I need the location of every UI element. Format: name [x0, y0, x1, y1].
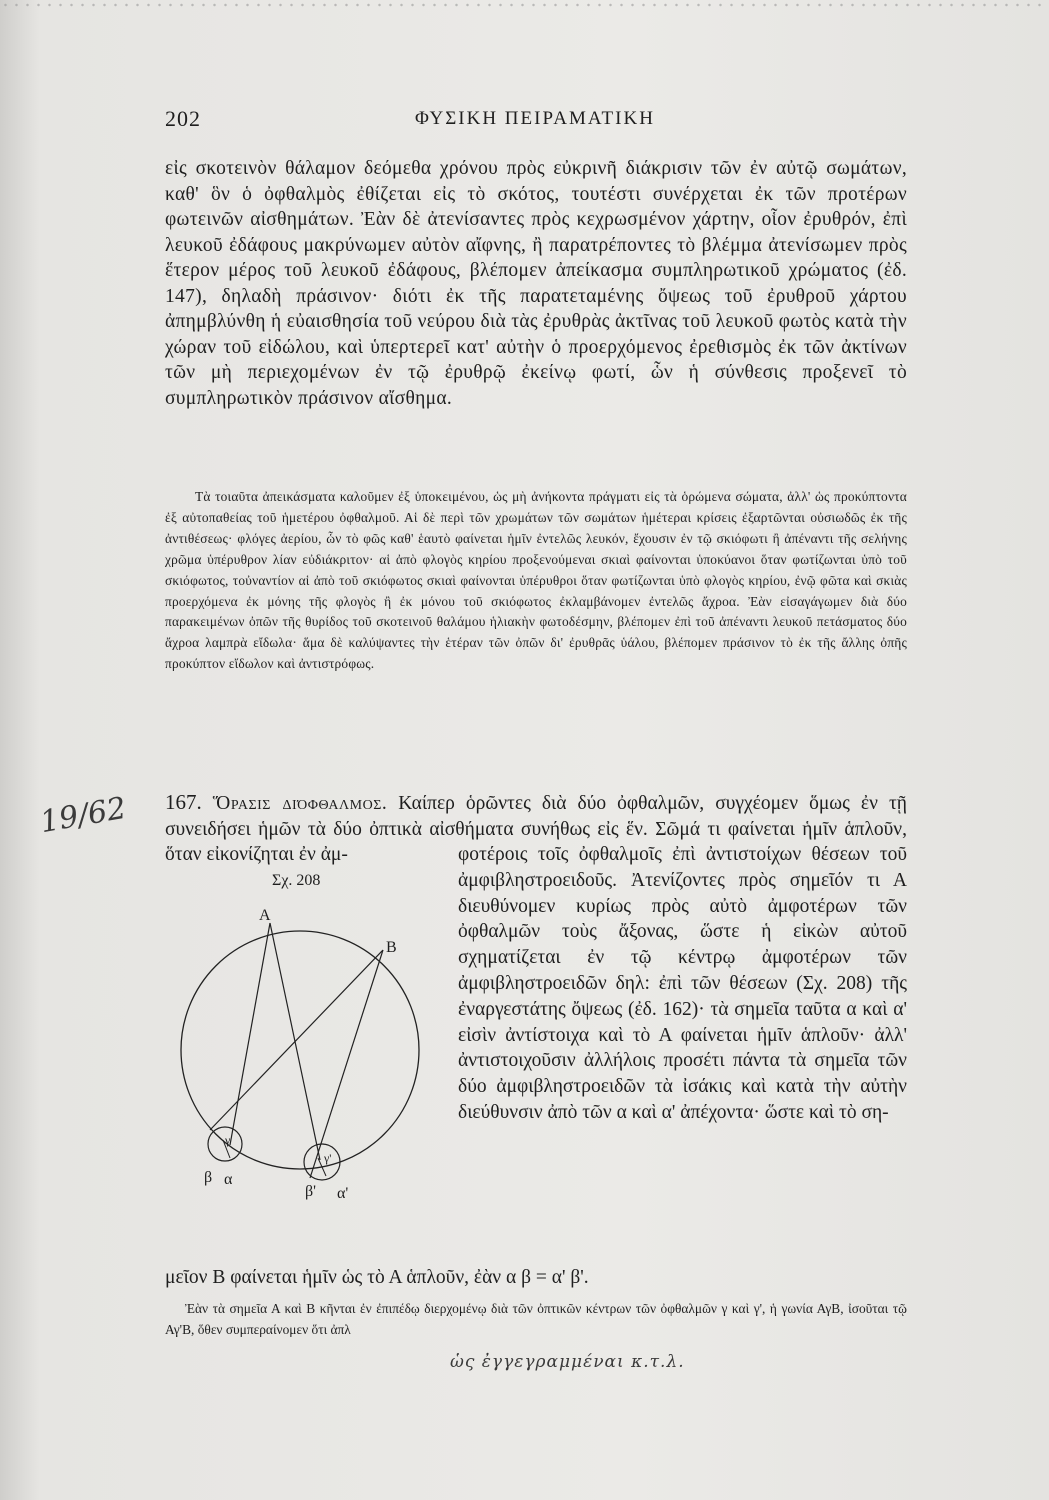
ray-B-left-eye	[210, 950, 383, 1130]
label-alpha: α	[224, 1171, 233, 1188]
page-header	[165, 106, 905, 136]
right-column-text: φοτέροις τοῖς ὀφθαλμοῖς ἐπὶ ἀντιστοίχων θέσεων τοῦ ἀμφιβληστροειδοῦς. Ἀτενίζοντες πρὸς σημεῖόν τι Α διευθύνομεν κυρίως πρὸς αὐτὸ ἀμφοτέρων τῶν ὀφθαλμῶν τοὺς ἄξονας, ὥστε ἡ εἰκὼν αὐτοῦ σχηματίζεται ἐν τῷ κέντρῳ ἀμφοτέρων τῶν ἀμφιβληστροειδῶν δηλ: ἐπὶ τῶν θέσεων (Σχ. 208) τῆς ἐναργεστάτης ὄψεως (ἐδ. 162)· τὰ σημεῖα ταῦτα α καὶ α' εἰσὶν ἀντίστοιχα καὶ τὸ Α φαίνεται ἡμῖν ἁπλοῦν· ἀλλ' ἀντιστοιχοῦσιν ἀλλήλοις προσέτι πάντα τὰ σημεῖα τῶν δύο ἀμφιβληστροειδῶν τὰ ἰσάκις καὶ κατὰ τὴν αὐτὴν διεύθυνσιν ἀπὸ τῶν α καὶ α' ἀπέχοντα· ὥστε καὶ τὸ ση-	[458, 844, 907, 1123]
figure-208-diagram	[170, 890, 450, 1220]
visual-field-circle	[181, 931, 419, 1169]
handwritten-note-margin: 19/62	[37, 790, 129, 841]
figure-caption: Σχ. 208	[272, 872, 321, 889]
right-eye-circle	[304, 1144, 340, 1180]
closing-line: μεῖον Β φαίνεται ἡμῖν ὡς τὸ Α ἁπλοῦν, ἐὰν α β = α' β'.	[165, 1267, 589, 1288]
running-title: ΦΥΣΙΚΗ ΠΕΙΡΑΜΑΤΙΚΗ	[415, 108, 655, 129]
section-number: 167.	[165, 790, 202, 814]
footnote: Ἐὰν τὰ σημεῖα Α καὶ Β κῆνται ἐν ἐπιπέδῳ διερχομένῳ διὰ τῶν ὀπτικῶν κέντρων τῶν ὀφθαλμῶν γ καὶ γ', ἡ γωνία ΑγΒ, ἰσοῦται τῷ Αγ'Β, ὅθεν συμπεραίνομεν ὅτι ἀπλ	[165, 1301, 907, 1337]
label-gamma-prime: γ'	[324, 1151, 332, 1165]
label-alpha-prime: α'	[337, 1185, 349, 1202]
page-number: 202	[165, 106, 201, 131]
ray-A-left-eye	[230, 923, 270, 1145]
top-edge-perforation	[0, 0, 1049, 10]
label-beta-prime: β'	[305, 1183, 317, 1200]
label-gamma: γ	[225, 1133, 231, 1147]
section-text: Καίπερ ὁρῶντες διὰ δύο ὀφθαλμῶν, συγχέομεν ὅμως ἐν τῇ συνειδήσει ἡμῶν τὰ δύο ὀπτικὰ αἰσθήματα συνήθως εἰς ἕν. Σῶμά τι φαίνεται ἡμῖν ἁπλοῦν, ὅταν εἰκονίζηται ἐν ἀμ-	[165, 793, 907, 865]
section-label: Ὅρασις διόφθαλμος.	[212, 793, 388, 814]
label-A: A	[259, 907, 271, 924]
label-B: B	[386, 939, 397, 956]
handwritten-note-bottom: ὡς ἐγγεγραμμέναι κ.τ.λ.	[450, 1352, 685, 1372]
paragraph-afterimages: εἰς σκοτεινὸν θάλαμον δεόμεθα χρόνου πρὸς εὐκρινῆ διάκρισιν τῶν ἐν αὐτῷ σωμάτων, καθ' ὃν ὁ ὀφθαλμὸς ἐθίζεται εἰς τὸ σκότος, τουτέστι συνέρχεται ἐκ τῶν προτέρων φωτεινῶν αἰσθημάτων. Ἐὰν δὲ ἀτενίσαντες πρὸς κεχρωσμένον χάρτην, οἷον ἐρυθρόν, ἐπὶ λευκοῦ ἐδάφους μακρύνωμεν αὐτὸν αἴφνης, ἢ παρατρέποντες τὸ βλέμμα ἀτενίσωμεν πρὸς ἕτερον μέρος τοῦ λευκοῦ ἐδάφους, βλέπομεν ἀπείκασμα συμπληρωτικοῦ χρώματος (ἐδ. 147), δηλαδὴ πράσινον· διότι ἐκ τῆς παρατεταμένης ὄψεως τοῦ ἐρυθροῦ χάρτου ἀπημβλύνθη ἡ εὐαισθησία τοῦ νεύρου διὰ τὰς ἐρυθρὰς ἀκτῖνας τοῦ λευκοῦ φωτὸς κατὰ τὴν χώραν τοῦ εἰδώλου, καὶ ὑπερτερεῖ κατ' αὐτὴν ὁ προερχόμενος ἐρεθισμὸς ἐκ τῶν ἀκτίνων τῶν μὴ περιεχομένων ἐν τῷ ἐρυθρῷ ἐκείνῳ φωτί, ὧν ἡ σύνθεσις προξενεῖ τὸ συμπληρωτικὸν πράσινον αἴσθημα.	[165, 158, 907, 409]
small-print-paragraph: Τὰ τοιαῦτα ἀπεικάσματα καλοῦμεν ἐξ ὑποκειμένου, ὡς μὴ ἀνήκοντα πράγματι εἰς τὰ ὁρώμενα σώματα, ἀλλ' ὡς προκύπτοντα ἐξ αὐτοπαθείας τοῦ ἡμετέρου ὀφθαλμοῦ. Αἱ δὲ περὶ τῶν χρωμάτων τῶν σωμάτων ἡμέτεραι κρίσεις ἐξαρτῶνται οὐσιωδῶς ἐκ τῆς ἀντιθέσεως· φλόγες ἀερίου, ὧν τὸ φῶς καθ' ἑαυτὸ φαίνεται ἡμῖν ἐντελῶς λευκόν, ἔχουσιν ἐν τῷ σκιόφωτι ἢ ἀπέναντι τῆς σελήνης χρῶμα ὑπέρυθρον λίαν εὐδιάκριτον· αἱ ἀπὸ φλογὸς κηρίου προξενούμεναι σκιαὶ φαίνονται ὑποκύανοι ὅταν φωτίζωνται ὑπὸ τοῦ σκιόφωτος, τοὐναντίον αἱ ἀπὸ τοῦ σκιόφωτος σκιαὶ φαίνονται ὑπέρυθροι ὅταν φωτίζωνται ὑπὸ φλογὸς κηρίου, ἐνῷ φῶτα καὶ σκιὰς προερχόμενα ἐκ μόνης τῆς φλογὸς ἢ ἐκ μόνου τοῦ σκιόφωτος ἐκλαμβάνομεν ἐντελῶς ἄχροα. Ἐὰν εἰσαγάγωμεν διὰ δύο παρακειμένων ὀπῶν τῆς θυρίδος τοῦ σκοτεινοῦ θαλάμου ἡλιακὴν φωτοδέσμην, βλέπομεν ἐπὶ τοῦ ἀπέναντι λευκοῦ πετάσματος δύο ἄχροα λαμπρὰ εἴδωλα· ἅμα δὲ καλύψαντες τὴν ἑτέραν τῶν ὀπῶν δι' ἐρυθρᾶς ὑάλου, βλέπομεν πράσινον τὸ ἐκ τῆς ἄλλης ὀπῆς προκύπτον εἴδωλον καὶ ἀντιστρόφως.	[165, 489, 907, 672]
label-beta: β	[204, 1169, 213, 1186]
